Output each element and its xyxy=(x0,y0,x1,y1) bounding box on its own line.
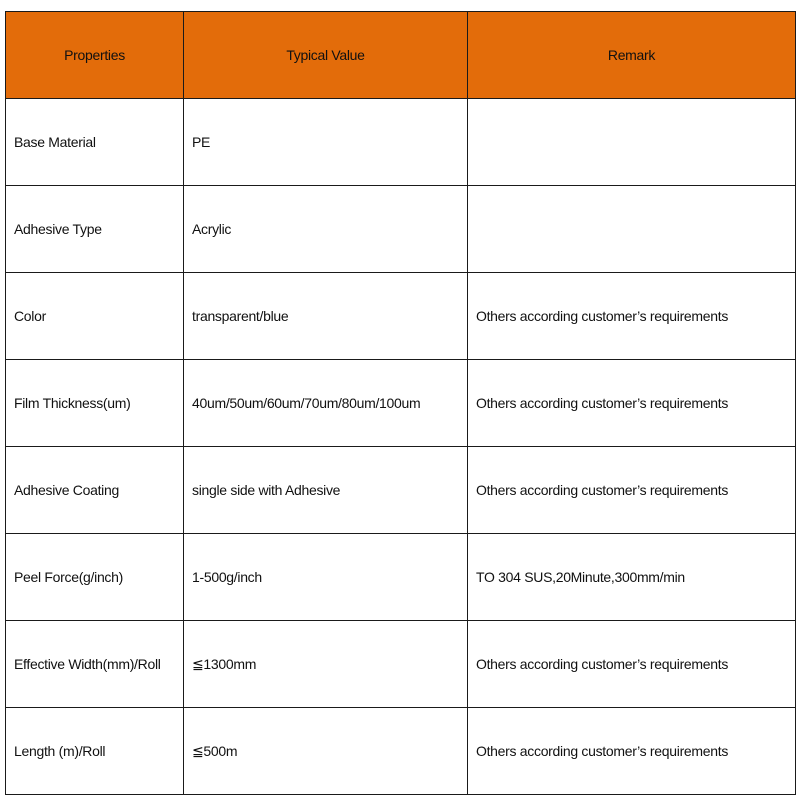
table-row xyxy=(6,360,796,447)
cell-property: Base Material xyxy=(6,99,184,186)
spec-table-body xyxy=(6,99,796,795)
header-typical-value: Typical Value xyxy=(184,12,468,99)
header-row xyxy=(6,12,796,99)
table-row xyxy=(6,534,796,621)
cell-value: single side with Adhesive xyxy=(184,447,468,534)
table-row xyxy=(6,447,796,534)
cell-remark xyxy=(468,99,796,186)
cell-remark xyxy=(468,186,796,273)
cell-remark: Others according customer’s requirements xyxy=(468,360,796,447)
cell-value: ≦500m xyxy=(184,708,468,795)
cell-property: Length (m)/Roll xyxy=(6,708,184,795)
cell-value: PE xyxy=(184,99,468,186)
cell-remark: Others according customer’s requirements xyxy=(468,273,796,360)
cell-property: Adhesive Type xyxy=(6,186,184,273)
header-properties: Properties xyxy=(6,12,184,99)
cell-value: transparent/blue xyxy=(184,273,468,360)
header-remark: Remark xyxy=(468,12,796,99)
cell-value: ≦1300mm xyxy=(184,621,468,708)
cell-property: Color xyxy=(6,273,184,360)
cell-remark: Others according customer’s requirements xyxy=(468,708,796,795)
cell-value: 1-500g/inch xyxy=(184,534,468,621)
cell-property: Effective Width(mm)/Roll xyxy=(6,621,184,708)
table-row xyxy=(6,273,796,360)
table-row xyxy=(6,186,796,273)
cell-remark: Others according customer’s requirements xyxy=(468,447,796,534)
cell-property: Film Thickness(um) xyxy=(6,360,184,447)
table-row xyxy=(6,99,796,186)
table-row xyxy=(6,708,796,795)
cell-remark: Others according customer’s requirements xyxy=(468,621,796,708)
spec-table-header xyxy=(6,12,796,99)
spec-table xyxy=(5,11,796,795)
cell-property: Adhesive Coating xyxy=(6,447,184,534)
cell-value: 40um/50um/60um/70um/80um/100um xyxy=(184,360,468,447)
cell-value: Acrylic xyxy=(184,186,468,273)
cell-remark: TO 304 SUS,20Minute,300mm/min xyxy=(468,534,796,621)
cell-property: Peel Force(g/inch) xyxy=(6,534,184,621)
table-row xyxy=(6,621,796,708)
